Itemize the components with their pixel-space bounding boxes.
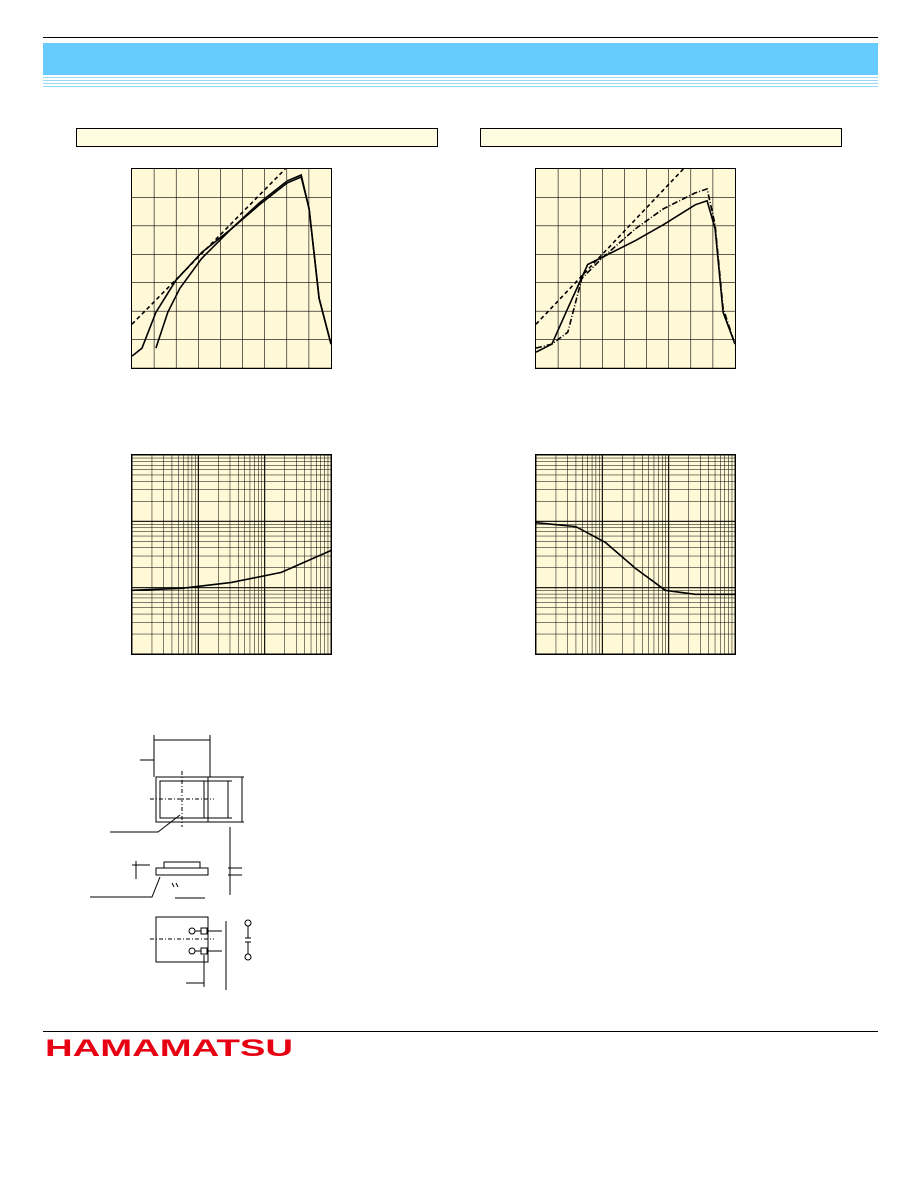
series-line-2 xyxy=(536,189,735,348)
chart-top-right xyxy=(535,168,736,369)
series-line-2 xyxy=(156,175,331,348)
chart-bottom-right-svg xyxy=(536,455,735,654)
top-view xyxy=(110,735,244,832)
chart-bottom-left xyxy=(131,454,332,655)
section-header-right xyxy=(480,128,842,147)
chart-top-right-svg xyxy=(536,169,735,368)
chart-top-left xyxy=(131,168,332,369)
chart-top-left-svg xyxy=(132,169,331,368)
logo-text: HAMAMATSU xyxy=(45,1036,293,1058)
dimensional-outline xyxy=(80,735,280,995)
chart-bottom-left-svg xyxy=(132,455,331,654)
section-header-left xyxy=(76,128,438,147)
series-line-1 xyxy=(536,201,735,352)
side-view xyxy=(90,827,242,898)
hamamatsu-logo xyxy=(45,1036,295,1058)
banner-stripes xyxy=(43,77,878,89)
bottom-rule xyxy=(43,1031,878,1032)
series-line-1 xyxy=(132,551,331,591)
top-rule xyxy=(43,37,878,38)
series-line-1 xyxy=(536,523,735,595)
bottom-view xyxy=(150,917,251,990)
chart-bottom-right xyxy=(535,454,736,655)
title-banner xyxy=(43,43,878,75)
